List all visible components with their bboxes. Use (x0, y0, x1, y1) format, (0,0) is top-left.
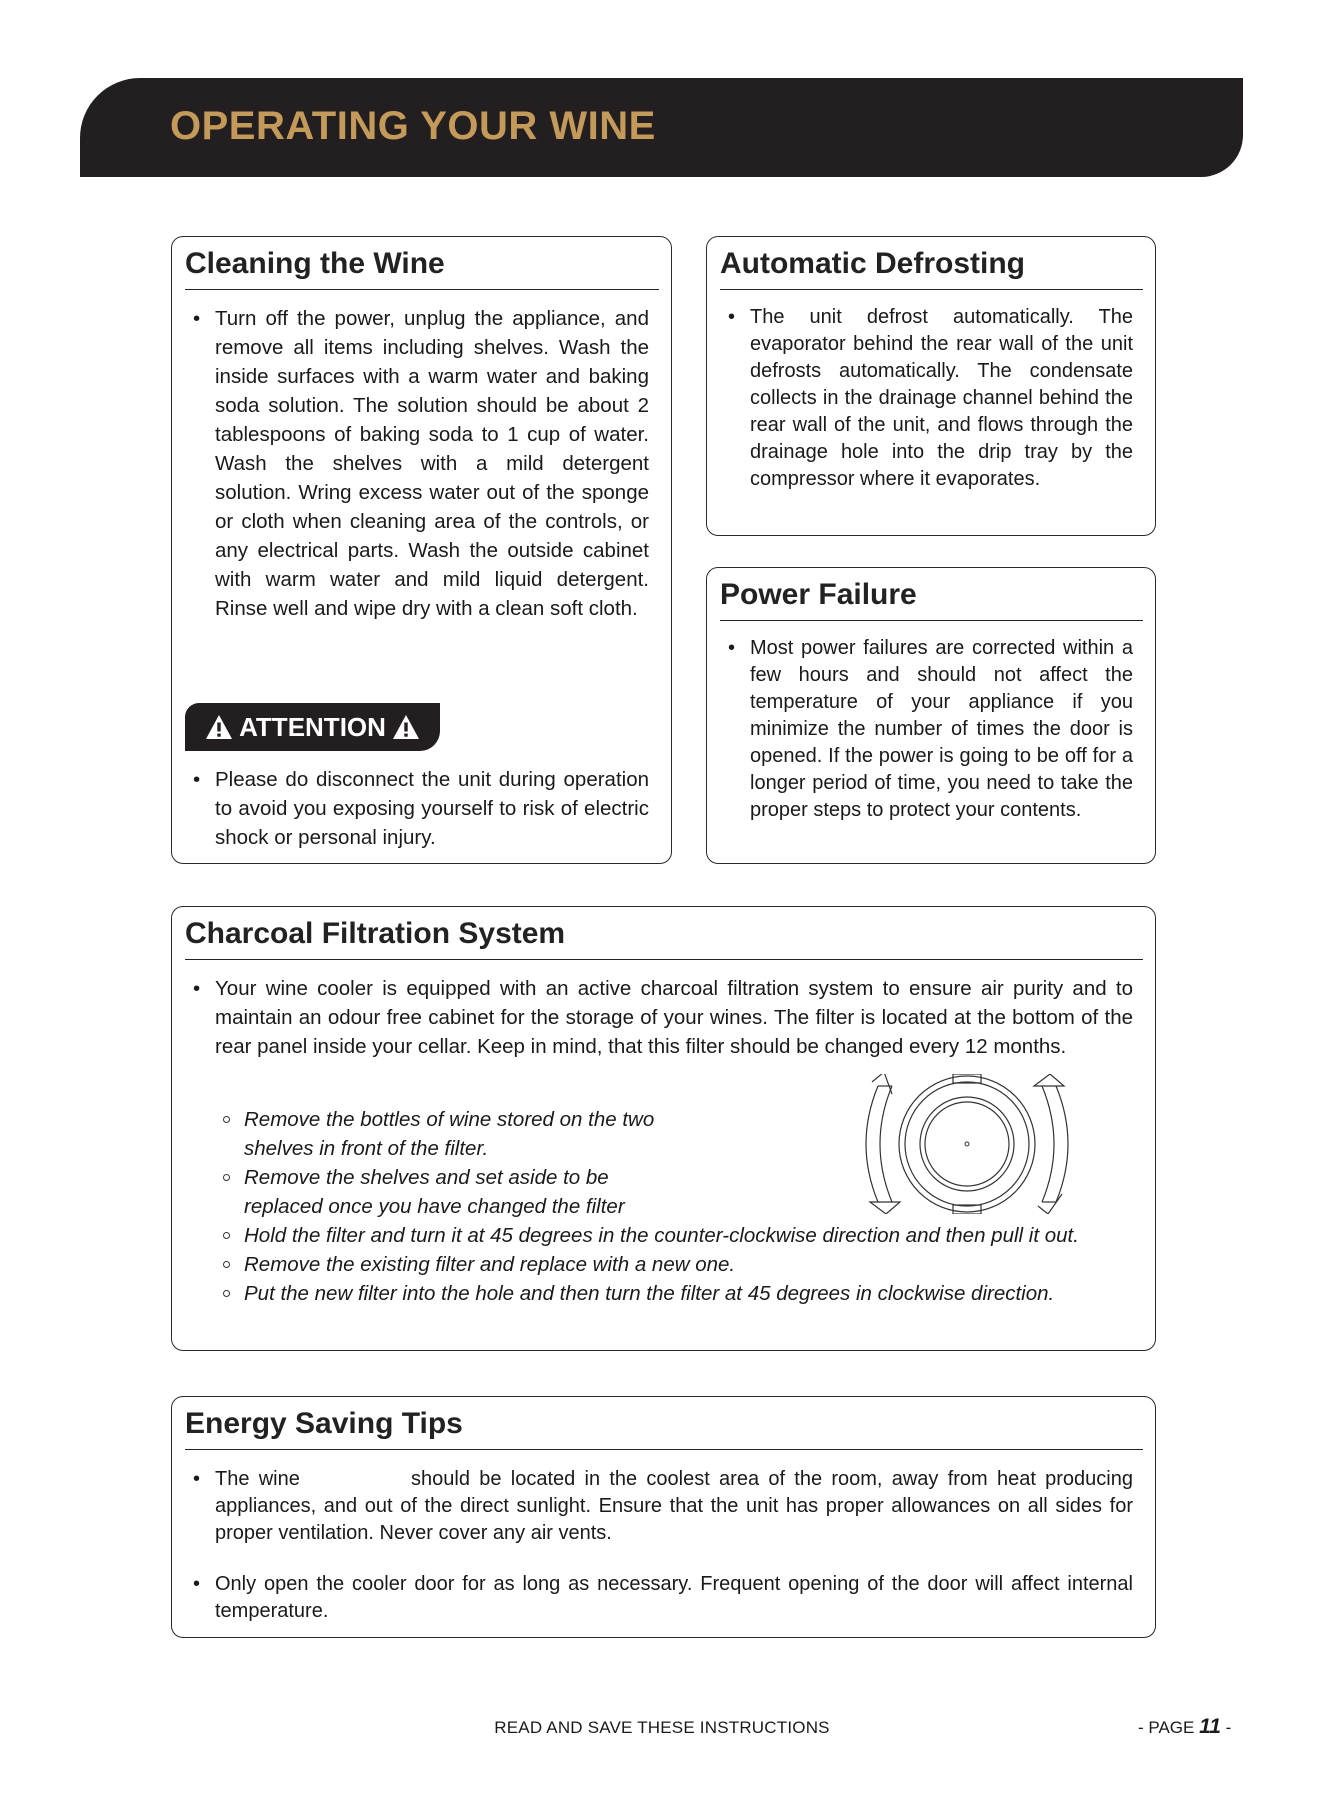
energy-title: Energy Saving Tips (185, 1407, 1143, 1450)
list-item (219, 1105, 679, 1163)
header-bar (80, 78, 1243, 177)
filter-steps-list-continued (219, 1221, 1139, 1308)
filter-step-text: Remove the shelves and set aside to be replaced once you have changed the filter (244, 1166, 625, 1218)
list-item (219, 1163, 679, 1221)
list-item: • Turn off the power, unplug the appliance, and remove all items including shelves. Wash the inside surfaces with a warm water and baking soda solution. The solution should be about 2 tablespoons of baking soda to 1 cup of water. Wash the shelves with a mild detergent solution. Wring excess water out of the sponge or cloth when cleaning area of the controls, or any electrical parts. Wash the outside cabinet with warm water and mild liquid detergent. Rinse well and wipe dry with a clean soft cloth. (193, 307, 649, 620)
list-item: • Please do disconnect the unit during operation to avoid you exposing yourself to risk of electric shock or personal injury. (193, 768, 649, 849)
filter-steps-list (219, 1105, 679, 1221)
energy-bullet-text: Only open the cooler door for as long as necessary. Frequent opening of the door will affect internal temperature. (215, 1573, 1133, 1622)
power-failure-section (706, 567, 1156, 864)
list-item (219, 1250, 1139, 1279)
energy-section (171, 1396, 1156, 1638)
filter-step-text: Remove the bottles of wine stored on the two shelves in front of the filter. (244, 1108, 655, 1160)
page-title: OPERATING YOUR WINE (170, 104, 656, 148)
attention-label: ATTENTION (239, 711, 386, 742)
charcoal-title: Charcoal Filtration System (185, 917, 1143, 960)
filter-rotation-diagram (852, 1074, 1082, 1214)
cleaning-bullet-text: Turn off the power, unplug the appliance, and remove all items including shelves. Wash the inside surfaces with a warm water and baking soda solution. The solution should be about 2 tablespoons of baking soda to 1 cup of water. Wash the shelves with a mild detergent solution. Wring excess water out of the sponge or cloth when cleaning area of the controls, or any electrical parts. Wash the outside cabinet with warm water and mild liquid detergent. Rinse well and wipe dry with a clean soft cloth. (215, 307, 649, 620)
warning-icon (392, 714, 420, 740)
energy-list (185, 1466, 1139, 1625)
cleaning-section (171, 236, 672, 864)
page-number-value: 11 (1199, 1715, 1221, 1738)
power-failure-title: Power Failure (720, 578, 1143, 621)
power-failure-bullet-text: Most power failures are corrected within a few hours and should not affect the temperature of your appliance if you minimize the number of times the door is opened. If the power is going to be off for a longer period of time, you need to take the proper steps to protect your contents. (750, 637, 1133, 821)
page-number (1138, 1715, 1231, 1739)
power-failure-list (720, 635, 1133, 824)
charcoal-bullet-text: Your wine cooler is equipped with an active charcoal filtration system to ensure air purity and to maintain an odour free cabinet for the storage of your wines. The filter is located at the bottom of the rear panel inside your cellar. Keep in mind, that this filter should be changed every 12 months. (215, 977, 1133, 1058)
list-item: • The wine should be located in the coolest area of the room, away from heat producing appliances, and out of the direct sunlight. Ensure that the unit has proper allowances on all sides for proper ventilation. Never cover any air vents. (193, 1468, 1139, 1544)
cleaning-title: Cleaning the Wine (185, 247, 659, 290)
attention-badge (185, 703, 440, 751)
cleaning-list (185, 304, 649, 623)
filter-step-text: Remove the existing filter and replace with a new one. (244, 1253, 736, 1276)
list-item: • Your wine cooler is equipped with an active charcoal filtration system to ensure air purity and to maintain an odour free cabinet for the storage of your wines. The filter is located at the bottom of the rear panel inside your cellar. Keep in mind, that this filter should be changed every 12 months. (193, 977, 1133, 1058)
list-item (219, 1221, 1139, 1250)
filter-step-text: Put the new filter into the hole and then turn the filter at 45 degrees in clockwise direction. (244, 1282, 1055, 1305)
charcoal-list (185, 974, 1133, 1061)
page-prefix: - PAGE (1138, 1718, 1195, 1737)
attention-text: Please do disconnect the unit during operation to avoid you exposing yourself to risk of electric shock or personal injury. (215, 768, 649, 849)
list-item: • The unit defrost automatically. The evaporator behind the rear wall of the unit defrosts automatically. The condensate collects in the drainage channel behind the rear wall of the unit, and flows through the drainage hole into the drip tray by the compressor where it evaporates. (728, 306, 1133, 490)
defrost-list (720, 304, 1133, 493)
filter-step-text: Hold the filter and turn it at 45 degrees in the counter-clockwise direction and then pull it out. (244, 1224, 1079, 1247)
energy-bullet-text: The wine should be located in the coolest area of the room, away from heat producing appliances, and out of the direct sunlight. Ensure that the unit has proper allowances on all sides for proper ventilation. Never cover any air vents. (215, 1468, 1139, 1544)
list-item: • Only open the cooler door for as long as necessary. Frequent opening of the door will affect internal temperature. (193, 1573, 1133, 1622)
charcoal-section (171, 906, 1156, 1351)
list-item (219, 1279, 1139, 1308)
warning-icon (205, 714, 233, 740)
footer-note: READ AND SAVE THESE INSTRUCTIONS (494, 1718, 830, 1737)
list-item: • Most power failures are corrected within a few hours and should not affect the temperature of your appliance if you minimize the number of times the door is opened. If the power is going to be off for a longer period of time, you need to take the proper steps to protect your contents. (728, 637, 1133, 821)
attention-list (185, 765, 649, 852)
defrost-bullet-text: The unit defrost automatically. The evaporator behind the rear wall of the unit defrosts automatically. The condensate collects in the drainage channel behind the rear wall of the unit, and flows through the drainage hole into the drip tray by the compressor where it evaporates. (750, 306, 1133, 490)
page-suffix: - (1225, 1718, 1232, 1737)
defrost-section (706, 236, 1156, 536)
defrost-title: Automatic Defrosting (720, 247, 1143, 290)
